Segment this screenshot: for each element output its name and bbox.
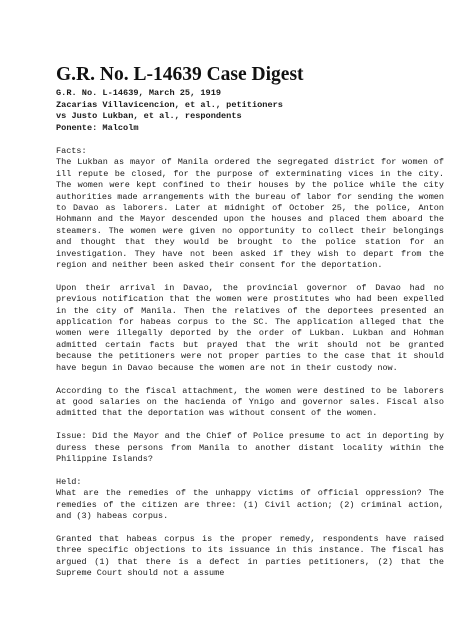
ponente: Ponente: Malcolm (56, 122, 139, 133)
facts-paragraph-3: According to the fiscal attachment, the women were destined to be laborers at good salaries on the hacienda of Ynigo and governor sales. Fiscal also admitted that the deportation was without consent of the women. (56, 385, 444, 419)
held-paragraph-1: What are the remedies of the unhappy victims of official oppression? The remedies of the citizen are three: (1) Civil action; (2) criminal action, and (3) habeas corpus. (56, 488, 444, 521)
held-paragraph-2: Granted that habeas corpus is the proper remedy, respondents have raised three specific objections to its issuance in this instance. The fiscal has argued (1) that there is a defect in parties petitioners, (2) that the Supreme Court should not a assume (56, 533, 444, 578)
facts-paragraph-2: Upon their arrival in Davao, the provincial governor of Davao had no previous notification that the women were prostitutes who had been expelled in the city of Manila. Then the relatives of the deportees presented an application for habeas corpus to the SC. The application alleged that the women were illegally deported by the order of Lukban. Lukban and Hohman admitted certain facts but prayed that the writ should not be granted because the petitioners were not proper parties to the case that it should have begun in Davao because the women are not in their custody now. (56, 282, 444, 373)
case-number-date: G.R. No. L-14639, March 25, 1919 (56, 88, 222, 98)
petitioners: Zacarias Villavicencion, et al., petitioners (56, 99, 283, 110)
document-title: G.R. No. L-14639 Case Digest (56, 64, 304, 85)
issue-paragraph: Issue: Did the Mayor and the Chief of Police presume to act in deporting by duress these persons from Manila to another distant locality within the Philippine Islands? (56, 431, 444, 464)
respondents: vs Justo Lukban, et al., respondents (56, 111, 242, 121)
case-meta (56, 88, 444, 134)
held-label: Held: (56, 476, 82, 487)
document-body (56, 146, 444, 579)
facts-paragraph-1: The Lukban as mayor of Manila ordered the segregated district for women of ill repute be closed, for the purpose of exterminating vices in the city. The women were kept confined to their houses by the police while the city authorities made arrangements with the bureau of labor for sending the women to Davao as laborers. Later at midnight of October 25, the police, Anton Hohmann and the Mayor descended upon the houses and placed them aboard the steamers. The women were given no opportunity to collect their belongings and thought that they would be brought to the police station for an investigation. They have not been asked if they wish to depart from the region and neither been asked their consent for the deportation. (56, 157, 444, 271)
facts-label: Facts: (56, 146, 87, 156)
